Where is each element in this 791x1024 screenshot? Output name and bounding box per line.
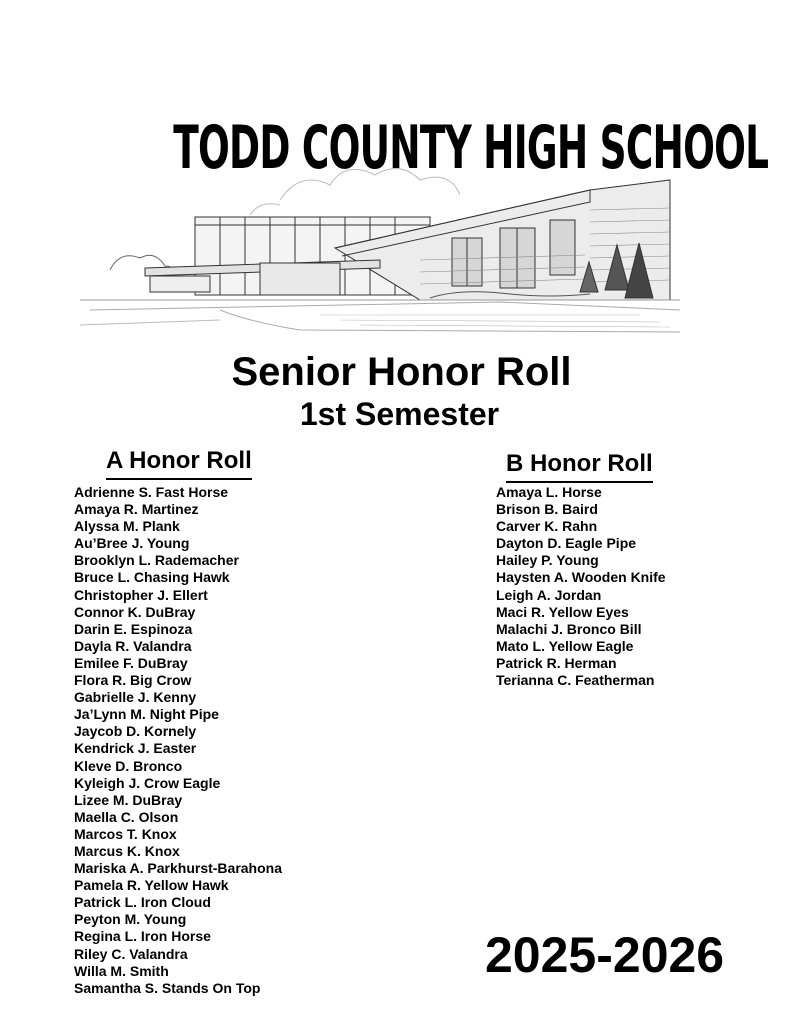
list-item: Flora R. Big Crow: [74, 672, 192, 689]
list-item: Mariska A. Parkhurst-Barahona: [74, 860, 282, 877]
a-honor-roll-heading: A Honor Roll: [106, 446, 252, 480]
list-item: Kyleigh J. Crow Eagle: [74, 774, 221, 791]
list-item: Brison B. Baird: [496, 501, 598, 518]
list-item: Christopher J. Ellert: [74, 586, 208, 603]
list-item: Peyton M. Young: [74, 911, 187, 928]
list-item: Au’Bree J. Young: [74, 535, 190, 552]
list-item: Gabrielle J. Kenny: [74, 689, 197, 706]
list-item: Lizee M. DuBray: [74, 791, 183, 808]
list-item: Dayton D. Eagle Pipe: [496, 535, 637, 552]
list-item: Regina L. Iron Horse: [74, 928, 211, 945]
list-item: Patrick L. Iron Cloud: [74, 894, 211, 911]
page-headline: Senior Honor Roll: [231, 350, 572, 394]
list-item: Darin E. Espinoza: [74, 620, 193, 637]
list-item: Maci R. Yellow Eyes: [496, 603, 629, 620]
list-item: Bruce L. Chasing Hawk: [74, 569, 230, 586]
list-item: Marcos T. Knox: [74, 825, 177, 842]
b-honor-roll-list: [496, 484, 666, 689]
list-item: Patrick R. Herman: [496, 654, 617, 671]
list-item: Emilee F. DuBray: [74, 654, 188, 671]
list-item: Jaycob D. Kornely: [74, 723, 197, 740]
list-item: Mato L. Yellow Eagle: [496, 637, 634, 654]
list-item: Terianna C. Featherman: [496, 672, 655, 689]
list-item: Brooklyn L. Rademacher: [74, 552, 239, 569]
list-item: Amaya L. Horse: [496, 484, 602, 500]
school-building-sketch: [80, 160, 680, 345]
list-item: Willa M. Smith: [74, 962, 169, 979]
list-item: Haysten A. Wooden Knife: [496, 569, 666, 586]
list-item: Malachi J. Bronco Bill: [496, 620, 642, 637]
list-item: Pamela R. Yellow Hawk: [74, 877, 229, 894]
a-honor-roll-list: [74, 484, 282, 997]
list-item: Samantha S. Stands On Top: [74, 979, 261, 996]
list-item: Maella C. Olson: [74, 808, 179, 825]
list-item: Hailey P. Young: [496, 552, 599, 569]
list-item: Dayla R. Valandra: [74, 637, 192, 654]
list-item: Ja’Lynn M. Night Pipe: [74, 706, 219, 723]
list-item: Carver K. Rahn: [496, 518, 598, 535]
list-item: Amaya R. Martinez: [74, 501, 199, 518]
list-item: Kleve D. Bronco: [74, 757, 183, 774]
list-item: Marcus K. Knox: [74, 842, 180, 859]
b-honor-roll-heading: B Honor Roll: [506, 449, 653, 483]
list-item: Alyssa M. Plank: [74, 518, 180, 535]
list-item: Adrienne S. Fast Horse: [74, 484, 229, 500]
school-year: 2025-2026: [485, 927, 725, 983]
school-title: TODD COUNTY HIGH SCHOOL: [173, 112, 769, 183]
list-item: Riley C. Valandra: [74, 945, 188, 962]
list-item: Connor K. DuBray: [74, 603, 196, 620]
list-item: Leigh A. Jordan: [496, 586, 602, 603]
list-item: Kendrick J. Easter: [74, 740, 197, 757]
semester-subtitle: 1st Semester: [299, 396, 500, 432]
